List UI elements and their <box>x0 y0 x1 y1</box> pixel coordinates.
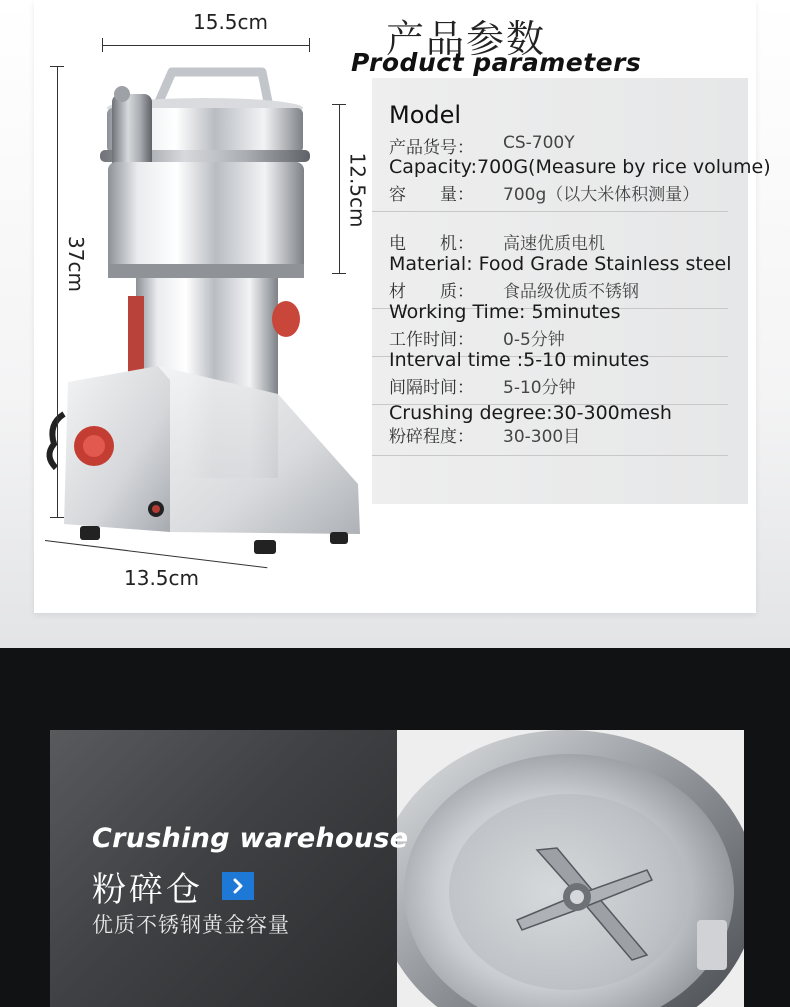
page-title-en: Product parameters <box>351 48 642 77</box>
total-height-dimension-line <box>57 66 58 518</box>
top-width-dimension-line <box>102 45 310 46</box>
spec-value: 食品级优质不锈钢 <box>503 282 639 302</box>
bowl-height-dimension-line <box>339 104 340 274</box>
dim-tick <box>50 517 64 518</box>
spec-label: 工作时间： <box>389 330 474 350</box>
crushing-chamber-photo <box>397 730 744 1007</box>
spec-label: 产品货号： <box>389 138 474 158</box>
total-height-label: 37cm <box>63 236 88 292</box>
spec-label: 间隔时间： <box>389 378 474 398</box>
spec-crushing-en: Crushing degree:30-300mesh <box>389 402 672 424</box>
dim-tick <box>332 273 346 274</box>
spec-label: 粉碎程度： <box>389 427 474 447</box>
dim-tick <box>309 38 310 52</box>
chevron-right-icon <box>222 872 254 900</box>
spec-interval-cn <box>389 373 576 398</box>
spec-value: 30-300目 <box>503 427 581 447</box>
spec-material-cn <box>389 277 639 302</box>
feature-subtitle-cn: 优质不锈钢黄金容量 <box>92 913 290 937</box>
spec-working-cn <box>389 325 565 350</box>
chevron-right-icon-glyph <box>229 877 247 895</box>
spec-interval-en: Interval time :5-10 minutes <box>389 349 650 371</box>
feature-title-cn: 粉碎仓 <box>92 870 203 910</box>
spec-capacity-en: Capacity:700G(Measure by rice volume) <box>389 156 771 178</box>
dim-tick <box>332 104 346 105</box>
spec-divider <box>372 211 728 212</box>
spec-label: 材 质： <box>389 282 474 302</box>
spec-material-en: Material: Food Grade Stainless steel <box>389 253 732 275</box>
spec-working-en: Working Time: 5minutes <box>389 301 621 323</box>
spec-capacity-cn <box>389 180 700 205</box>
page-title-cn: 产品参数 <box>386 17 547 61</box>
base-depth-label: 13.5cm <box>124 566 200 590</box>
spec-value: 高速优质电机 <box>503 234 605 254</box>
spec-model-cn <box>389 133 575 158</box>
chamber-illustration <box>397 730 744 1007</box>
spec-value: CS-700Y <box>503 133 575 153</box>
spec-value: 0-5分钟 <box>503 330 565 350</box>
spec-crushing-cn <box>389 422 581 447</box>
dim-tick <box>102 38 103 52</box>
spec-label: 容 量： <box>389 185 474 205</box>
top-width-label: 15.5cm <box>193 10 269 34</box>
spec-label: 电 机： <box>389 234 474 254</box>
spec-divider <box>372 455 728 456</box>
feature-title-en: Crushing warehouse <box>92 823 409 854</box>
spec-motor-cn <box>389 229 605 254</box>
grinder-illustration <box>40 64 370 564</box>
spec-value: 700g（以大米体积测量） <box>503 185 700 205</box>
spec-model-en: Model <box>389 101 462 129</box>
dim-tick <box>50 66 64 67</box>
spec-value: 5-10分钟 <box>503 378 576 398</box>
bowl-height-label: 12.5cm <box>345 152 370 228</box>
